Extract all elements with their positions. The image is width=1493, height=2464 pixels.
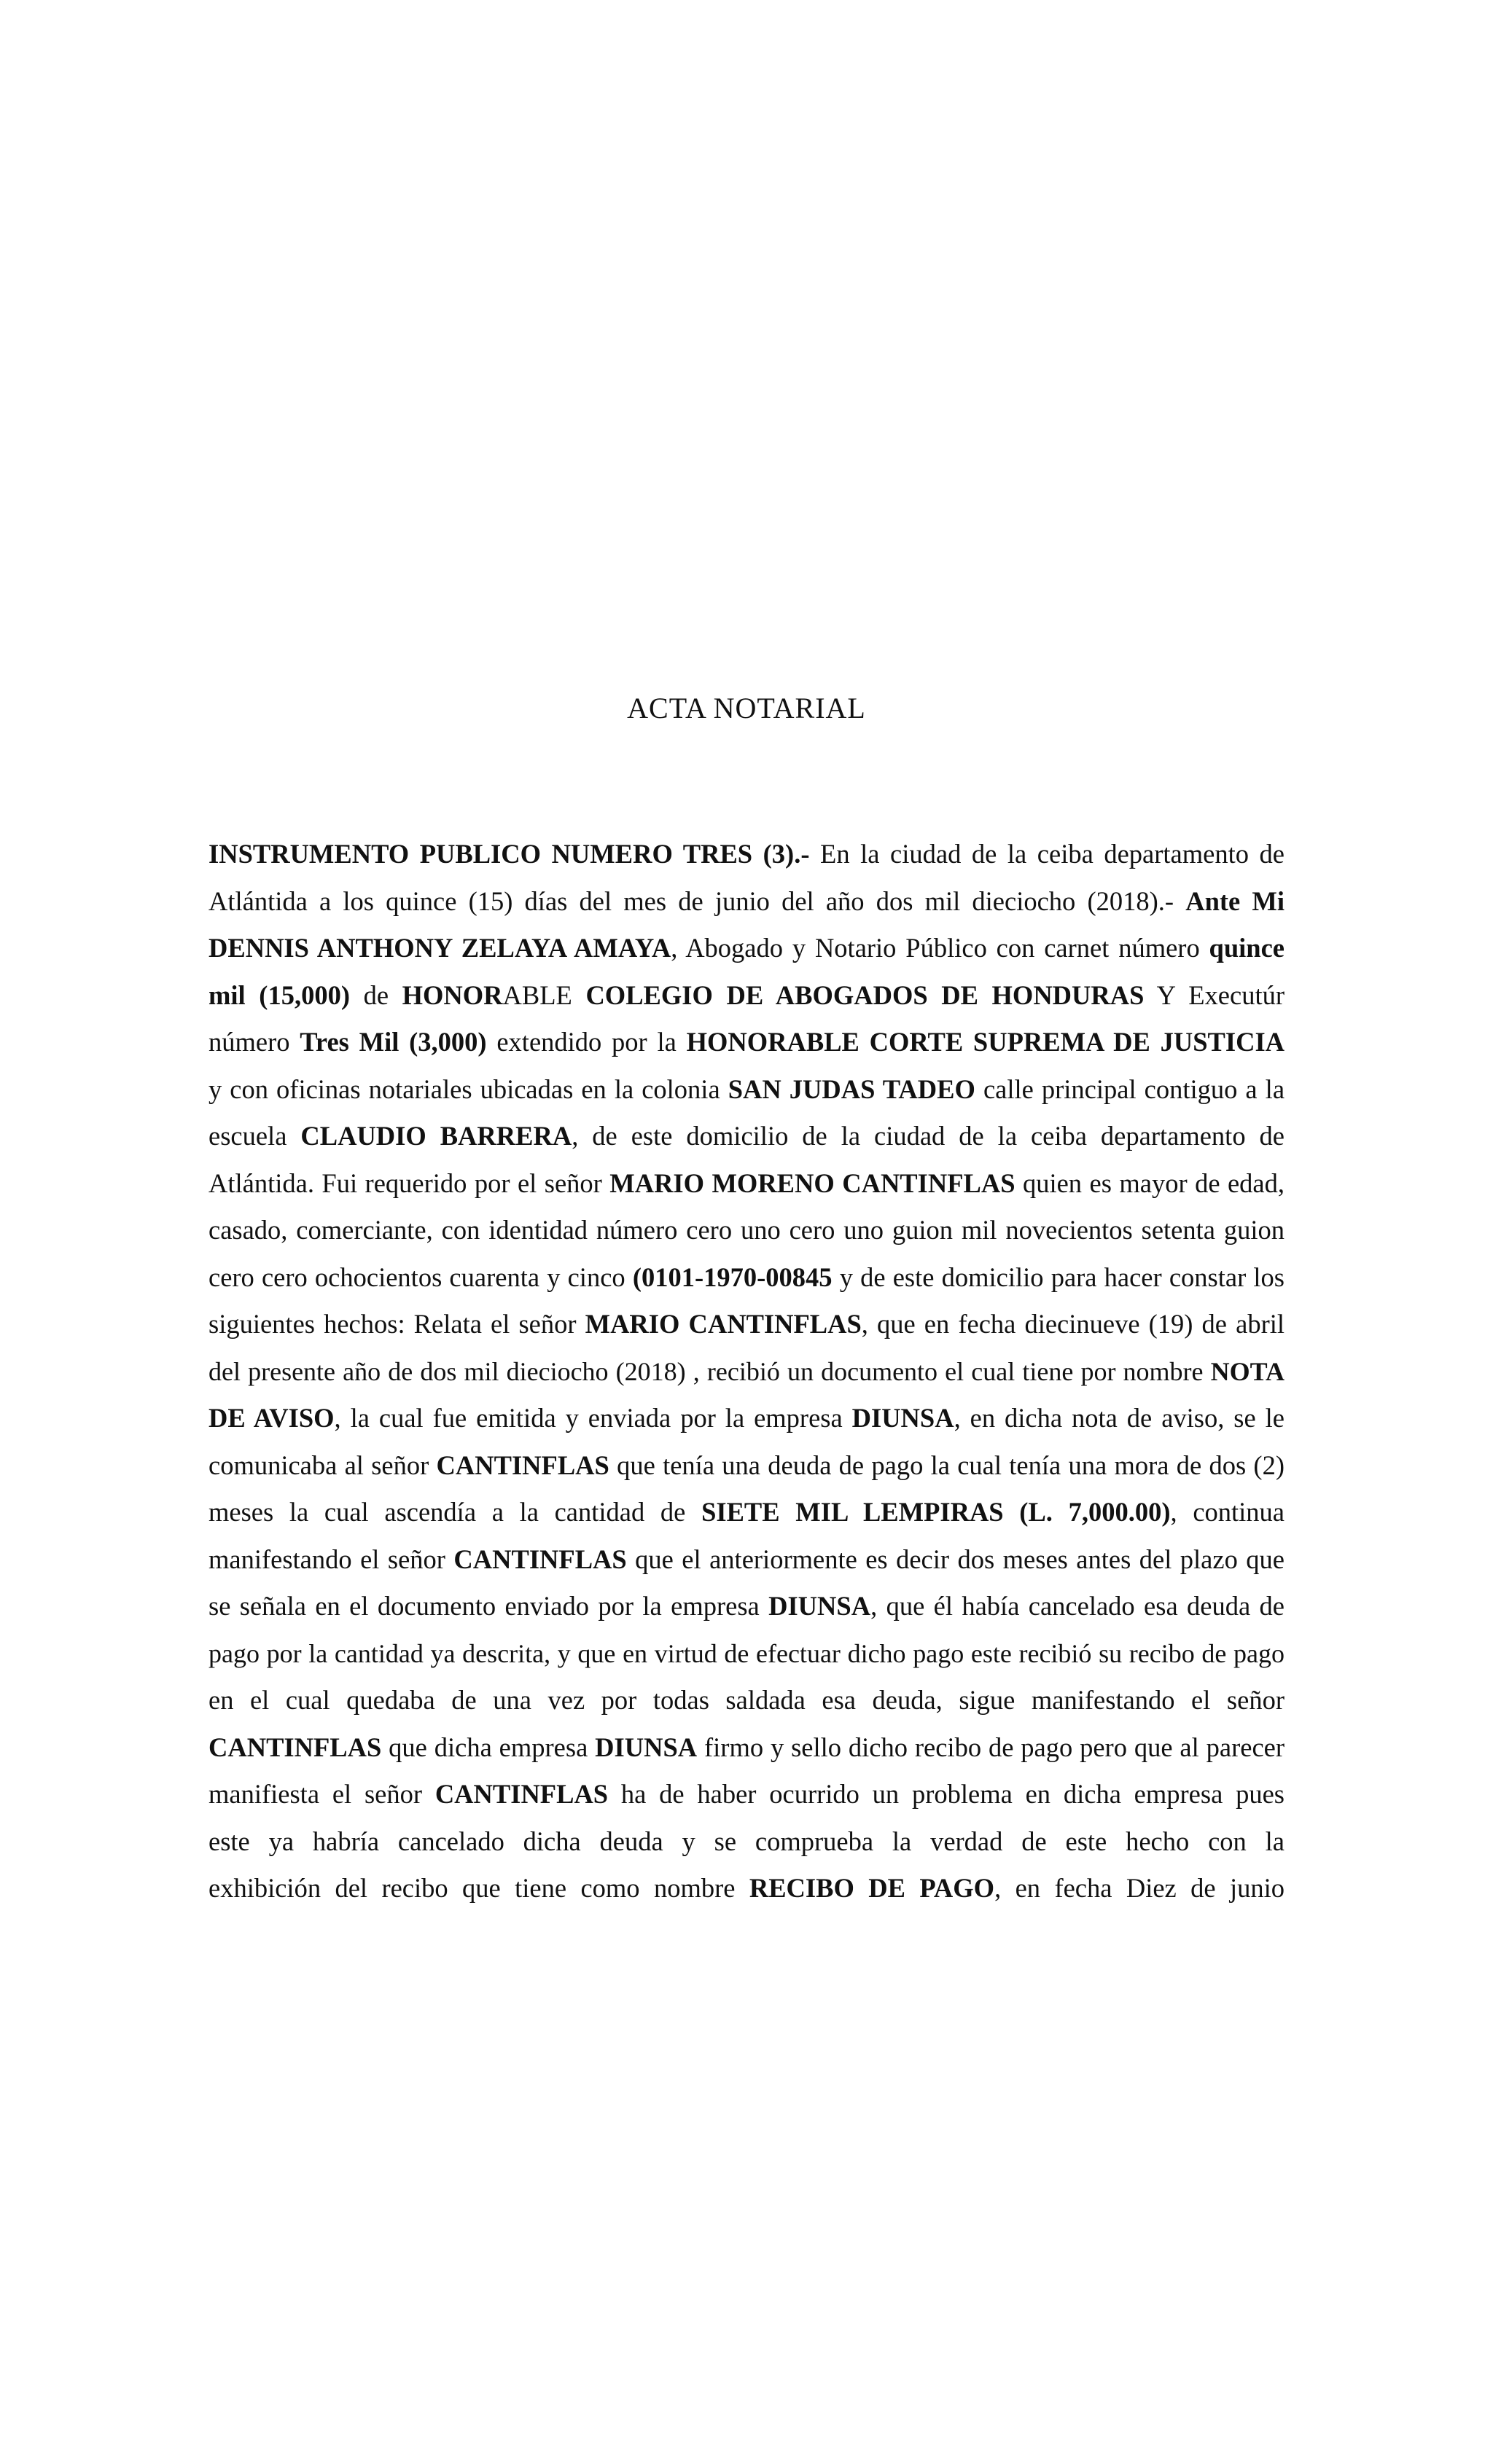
text-run: que el anteriormente es decir dos meses antes del plazo que xyxy=(626,1544,1285,1574)
page-title: ACTA NOTARIAL xyxy=(627,692,866,724)
text-run: , continua xyxy=(1170,1497,1285,1527)
document-body xyxy=(208,831,1285,1912)
bold-text-run: CANTINFLAS xyxy=(208,1732,382,1762)
paragraph-line xyxy=(208,1865,1285,1912)
paragraph-line xyxy=(208,1207,1285,1254)
paragraph-line xyxy=(208,1771,1285,1818)
bold-text-run: HONOR xyxy=(402,979,503,1010)
text-run: y con oficinas notariales ubicadas en la colonia xyxy=(208,1073,728,1104)
text-run: en el cual quedaba de una vez por todas saldada esa deuda, sigue manifestando el señor xyxy=(208,1685,1285,1715)
text-run: escuela xyxy=(208,1121,301,1151)
paragraph-line xyxy=(208,1301,1285,1348)
text-run: meses la cual ascendía a la cantidad de xyxy=(208,1497,702,1527)
paragraph-line xyxy=(208,1724,1285,1772)
bold-text-run: CANTINFLAS xyxy=(453,1544,627,1574)
text-run: , Abogado y Notario Público con carnet número xyxy=(671,933,1209,963)
paragraph-line xyxy=(208,1489,1285,1536)
text-run: , en dicha nota de aviso, se le xyxy=(954,1403,1285,1433)
paragraph-line xyxy=(208,1019,1285,1066)
text-run: número xyxy=(208,1027,300,1057)
text-run: Y Executúr xyxy=(1144,979,1285,1010)
bold-text-run: SAN JUDAS TADEO xyxy=(728,1073,975,1104)
bold-text-run: CANTINFLAS xyxy=(434,1779,609,1809)
text-run: siguientes hechos: Relata el señor xyxy=(208,1309,585,1339)
text-run: cero cero ochocientos cuarenta y cinco xyxy=(208,1262,633,1292)
text-run: pago por la cantidad ya descrita, y que en virtud de efectuar dicho pago este recibió su recibo de pago xyxy=(208,1638,1285,1668)
bold-text-run: DE AVISO xyxy=(208,1403,335,1433)
paragraph-line xyxy=(208,1818,1285,1866)
paragraph-line xyxy=(208,1348,1285,1396)
text-run: de xyxy=(349,979,402,1010)
text-run: y de este domicilio para hacer constar los xyxy=(832,1262,1285,1292)
text-run: ABLE xyxy=(502,979,586,1010)
bold-text-run: DIUNSA xyxy=(595,1732,698,1762)
bold-text-run: CANTINFLAS xyxy=(436,1450,609,1480)
text-run: , que él había cancelado esa deuda de xyxy=(870,1591,1285,1621)
text-run: Atlántida. Fui requerido por el señor xyxy=(208,1168,610,1198)
bold-text-run: MARIO CANTINFLAS xyxy=(585,1309,862,1339)
bold-text-run: COLEGIO DE ABOGADOS DE HONDURAS xyxy=(585,979,1145,1010)
paragraph-line xyxy=(208,925,1285,972)
paragraph-line xyxy=(208,831,1285,878)
text-run: quien es mayor de edad, xyxy=(1015,1168,1285,1198)
text-run: este ya habría cancelado dicha deuda y se comprueba la verdad de este hecho con la xyxy=(208,1826,1285,1856)
paragraph-line xyxy=(208,1395,1285,1442)
text-run: extendido por la xyxy=(486,1027,687,1057)
bold-text-run: DIUNSA xyxy=(851,1403,954,1433)
text-run: casado, comerciante, con identidad número cero uno cero uno guion mil novecientos setenta guion xyxy=(208,1215,1285,1245)
text-run: calle principal contiguo a la xyxy=(975,1073,1285,1104)
bold-text-run: DIUNSA xyxy=(768,1591,871,1621)
paragraph-line xyxy=(208,1442,1285,1490)
bold-text-run: DENNIS ANTHONY ZELAYA AMAYA xyxy=(208,933,671,963)
text-run: , en fecha Diez de junio xyxy=(994,1873,1285,1903)
text-run: manifiesta el señor xyxy=(208,1779,435,1809)
bold-text-run: INSTRUMENTO PUBLICO NUMERO TRES (3).- xyxy=(208,839,810,869)
paragraph-line xyxy=(208,972,1285,1020)
text-run: Atlántida a los quince (15) días del mes de junio del año dos mil dieciocho (2018).- xyxy=(208,885,1186,916)
text-run: , de este domicilio de la ciudad de la ceiba departamento de xyxy=(572,1121,1285,1151)
bold-text-run: mil (15,000) xyxy=(208,979,350,1010)
bold-text-run: CLAUDIO BARRERA xyxy=(300,1121,572,1151)
bold-text-run: Ante Mi xyxy=(1185,885,1285,916)
bold-text-run: (0101-1970-00845 xyxy=(632,1262,833,1292)
bold-text-run: NOTA xyxy=(1210,1356,1285,1386)
text-run: comunicaba al señor xyxy=(208,1450,437,1480)
text-run: , la cual fue emitida y enviada por la empresa xyxy=(334,1403,852,1433)
paragraph-line xyxy=(208,1160,1285,1208)
text-run: , que en fecha diecinueve (19) de abril xyxy=(861,1309,1285,1339)
text-run: que tenía una deuda de pago la cual tenía una mora de dos (2) xyxy=(609,1450,1285,1480)
text-run: se señala en el documento enviado por la empresa xyxy=(208,1591,769,1621)
paragraph-line xyxy=(208,1254,1285,1302)
bold-text-run: RECIBO DE PAGO xyxy=(749,1873,995,1903)
bold-text-run: quince xyxy=(1209,933,1285,963)
bold-text-run: SIETE MIL LEMPIRAS (L. 7,000.00) xyxy=(701,1497,1171,1527)
paragraph-line xyxy=(208,1536,1285,1584)
paragraph-line xyxy=(208,1630,1285,1678)
paragraph-line xyxy=(208,878,1285,926)
text-run: que dicha empresa xyxy=(381,1732,596,1762)
text-run: ha de haber ocurrido un problema en dicha empresa pues xyxy=(608,1779,1285,1809)
paragraph-line xyxy=(208,1066,1285,1114)
paragraph-line xyxy=(208,1677,1285,1724)
bold-text-run: MARIO MORENO CANTINFLAS xyxy=(609,1168,1016,1198)
bold-text-run: Tres Mil (3,000) xyxy=(300,1027,487,1057)
text-run: firmo y sello dicho recibo de pago pero que al parecer xyxy=(697,1732,1285,1762)
text-run: manifestando el señor xyxy=(208,1544,454,1574)
bold-text-run: HONORABLE CORTE SUPREMA DE JUSTICIA xyxy=(686,1027,1285,1057)
text-run: exhibición del recibo que tiene como nombre xyxy=(208,1873,749,1903)
text-run: del presente año de dos mil dieciocho (2018) , recibió un documento el cual tiene por nombre xyxy=(208,1356,1211,1386)
text-run: En la ciudad de la ceiba departamento de xyxy=(809,839,1285,869)
paragraph-line xyxy=(208,1583,1285,1630)
paragraph-line xyxy=(208,1113,1285,1160)
